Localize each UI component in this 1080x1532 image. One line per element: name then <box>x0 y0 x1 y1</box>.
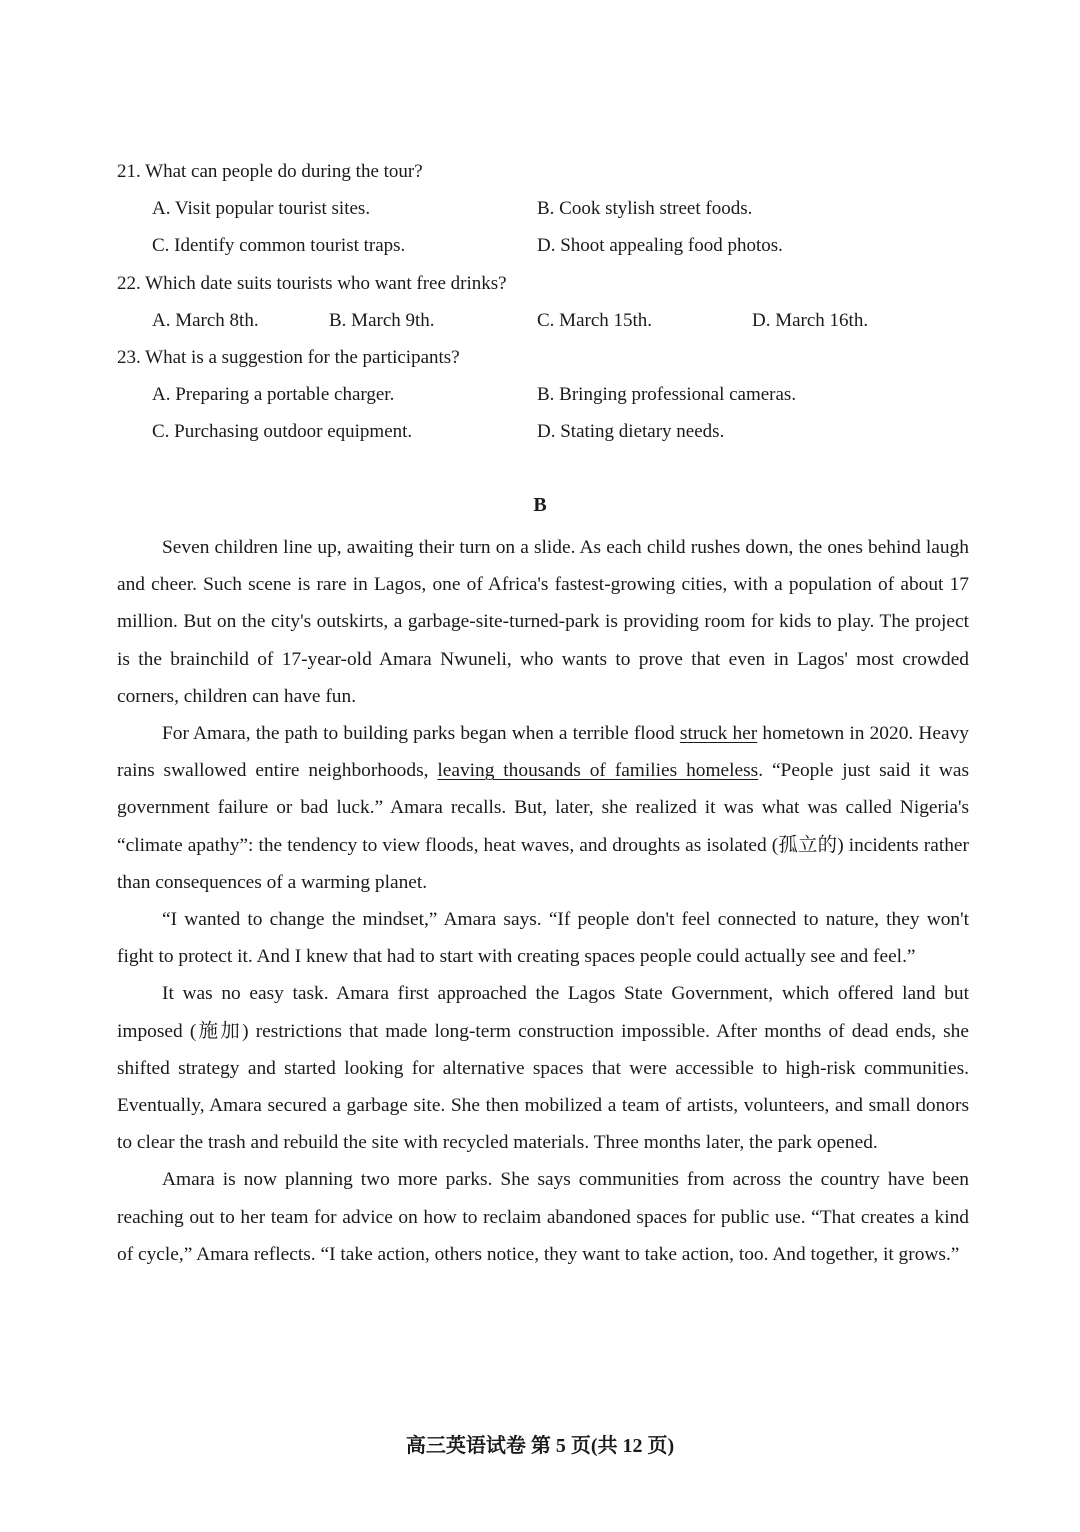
q22-option-d: D. March 16th. <box>752 310 869 331</box>
q22-option-b: B. March 9th. <box>329 310 435 331</box>
q22-option-c: C. March 15th. <box>537 310 653 331</box>
q23-option-b: B. Bringing professional cameras. <box>537 384 797 405</box>
p2-text-before: For Amara, the path to building parks began when a terrible flood <box>162 723 680 745</box>
section-label: B <box>533 494 547 516</box>
question-23-stem: 23. What is a suggestion for the participants? <box>117 347 460 368</box>
p2-underlined-phrase-1: struck her <box>679 723 758 745</box>
question-22-stem: 22. Which date suits tourists who want free drinks? <box>117 273 507 294</box>
q23-option-d: D. Stating dietary needs. <box>537 421 725 442</box>
p2-underlined-phrase-2: leaving thousands of families homeless <box>437 760 759 782</box>
q21-option-a: A. Visit popular tourist sites. <box>152 198 371 219</box>
question-21-stem: 21. What can people do during the tour? <box>117 161 423 182</box>
passage-paragraph-1: Seven children line up, awaiting their turn on a slide. As each child rushes down, the ones behind laugh and cheer. Such scene is rare in Lagos, one of Africa's fastest-growing cities, with a population of about 17 million. But on the city's outskirts, a garbage-site-turned-park is providing room for kids to play. The project is the brainchild of 17-year-old Amara Nwuneli, who wants to prove that even in Lagos' most crowded corners, children can have fun. <box>117 537 969 707</box>
p2-text-after: . “People just said it was government failure or bad luck.” Amara recalls. But, later, she realized it was what was called Nigeria's “climate apathy”: the tendency to view floods, heat waves, and droughts as isolated (孤立的) incidents rather than consequences of a warming planet. <box>117 760 969 893</box>
passage-paragraph-4: It was no easy task. Amara first approached the Lagos State Government, which offered land but imposed (施加) restrictions that made long-term construction impossible. After months of dead ends, she shifted strategy and started looking for alternative spaces that were accessible to high-risk communities. Eventually, Amara secured a garbage site. She then mobilized a team of artists, volunteers, and small donors to clear the trash and rebuild the site with recycled materials. Three months later, the park opened. <box>117 983 969 1154</box>
passage-paragraph-3: “I wanted to change the mindset,” Amara says. “If people don't feel connected to nature, they won't fight to protect it. And I knew that had to start with creating spaces people could actually see and feel.” <box>117 909 969 968</box>
page-footer: 高三英语试卷 第 5 页(共 12 页) <box>405 1435 675 1457</box>
q23-option-a: A. Preparing a portable charger. <box>152 384 395 405</box>
q21-option-d: D. Shoot appealing food photos. <box>537 235 783 256</box>
passage-paragraph-5: Amara is now planning two more parks. She says communities from across the country have been reaching out to her team for advice on how to reclaim abandoned spaces for public use. “That creates a kind of cycle,” Amara reflects. “I take action, others notice, they want to take action, too. And together, it grows.” <box>117 1169 969 1265</box>
q22-option-a: A. March 8th. <box>152 310 259 331</box>
p2-text-mid: hometown in 2020. Heavy rains swallowed entire neighborhoods, <box>117 723 970 782</box>
q23-option-c: C. Purchasing outdoor equipment. <box>152 421 413 442</box>
passage-paragraph-2 <box>117 715 969 901</box>
q21-option-b: B. Cook stylish street foods. <box>537 198 753 219</box>
reading-passage <box>117 529 969 1273</box>
q21-option-c: C. Identify common tourist traps. <box>152 235 406 256</box>
